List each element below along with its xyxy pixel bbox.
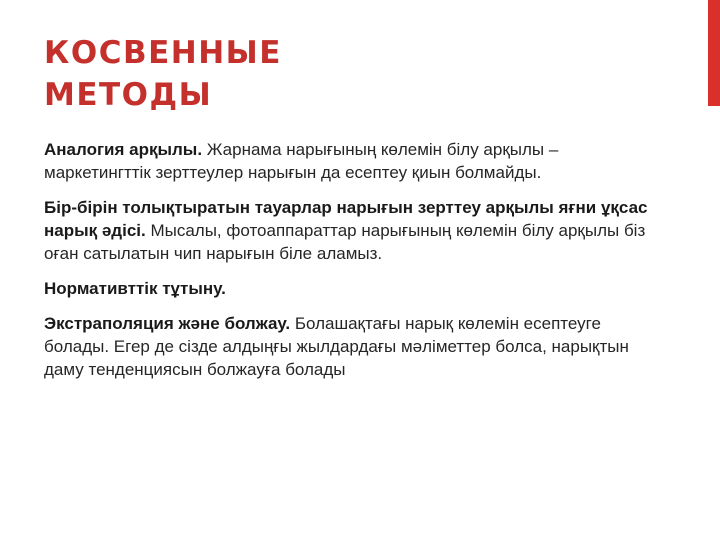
paragraph-heading: Нормативттік тұтыну.: [44, 279, 226, 298]
paragraph-heading: Экстраполяция және болжау.: [44, 314, 291, 333]
paragraph-text: Жарнама нарығының көлемін білу арқылы – маркетингттік зерттеулер нарығын да есептеу қиын болмайды.: [44, 140, 559, 182]
paragraph-extrapolation: [44, 312, 654, 381]
paragraph-heading: Аналогия арқылы.: [44, 140, 203, 159]
paragraph-text: Болашақтағы нарық көлемін есептеуге болады. Егер де сізде алдыңғы жылдардағы мәліметтер болса, нарықтын даму тенденциясын болжауға болады: [44, 314, 629, 379]
paragraph-text: Мысалы, фотоаппараттар нарығының көлемін білу арқылы біз оған сатылатын чип нарығын біле аламыз.: [44, 221, 646, 263]
paragraph-analogy: [44, 138, 654, 184]
paragraph-normative-consumption: [44, 277, 654, 300]
slide-body: [44, 138, 654, 393]
title-line-2: МЕТОДЫ: [44, 77, 213, 113]
title-line-1: КОСВЕННЫЕ: [44, 35, 282, 71]
paragraph-heading: Бір-бірін толықтыратын тауарлар нарығын зерттеу арқылы яғни ұқсас нарық әдісі.: [44, 198, 648, 240]
accent-bar: [708, 0, 720, 106]
paragraph-complementary-goods: [44, 196, 654, 265]
slide-title: [44, 32, 644, 116]
